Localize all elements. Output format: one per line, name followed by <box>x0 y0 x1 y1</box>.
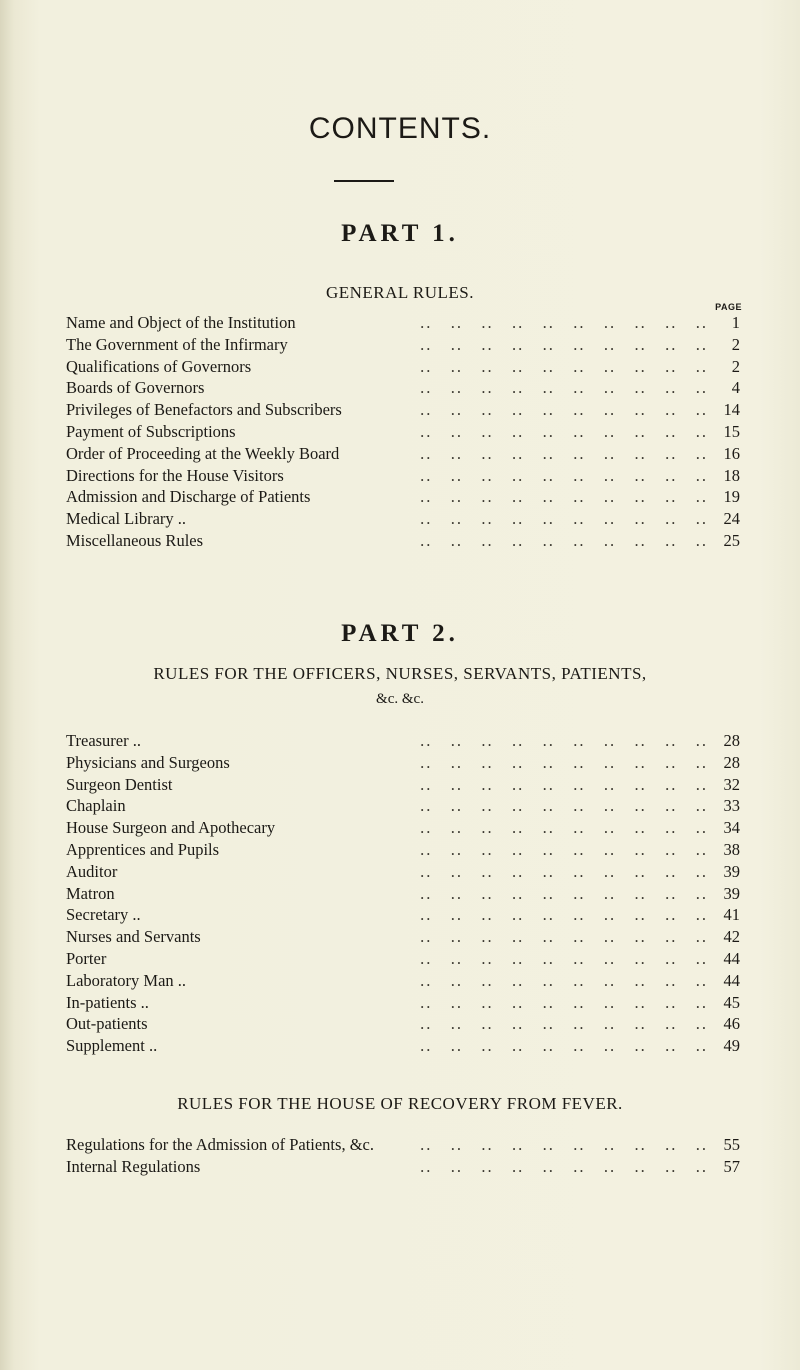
leader-dots <box>186 970 714 992</box>
toc-entry-label: Directions for the House Visitors <box>66 465 284 485</box>
leader-dots <box>115 883 714 905</box>
leader-dots <box>284 465 714 487</box>
leader-dots <box>173 774 715 796</box>
part1-heading: PART 1. <box>341 220 459 247</box>
toc-entry[interactable] <box>66 443 740 465</box>
toc-entry-label: Auditor <box>66 861 118 881</box>
part2-heading: PART 2. <box>341 620 459 647</box>
toc-entry-label: Payment of Subscriptions <box>66 421 236 441</box>
toc-entry[interactable] <box>66 795 740 817</box>
leader-dots <box>204 377 714 399</box>
part2-contents-list <box>66 730 740 1057</box>
toc-entry-page: 41 <box>723 905 740 925</box>
toc-entry[interactable] <box>66 421 740 443</box>
toc-entry-page: 18 <box>723 465 740 485</box>
part1-section-title: GENERAL RULES. <box>325 283 475 302</box>
toc-entry[interactable] <box>66 817 740 839</box>
toc-entry[interactable] <box>66 486 740 508</box>
toc-entry-page: 44 <box>723 948 740 968</box>
toc-entry-label: Apprentices and Pupils <box>66 839 220 859</box>
leader-dots <box>374 1134 714 1156</box>
toc-entry-page: 24 <box>723 509 740 529</box>
toc-entry-page: 28 <box>723 752 740 772</box>
toc-entry[interactable] <box>66 970 740 992</box>
toc-entry-page: 39 <box>723 883 740 903</box>
toc-entry-page: 38 <box>723 839 740 859</box>
toc-entry[interactable] <box>66 752 740 774</box>
toc-entry[interactable] <box>66 465 740 487</box>
toc-entry[interactable] <box>66 883 740 905</box>
toc-entry-page: 32 <box>723 774 740 794</box>
leader-dots <box>339 443 714 465</box>
toc-entry-page: 2 <box>731 356 740 376</box>
part2-section-subtitle: &c. &c. <box>376 691 424 707</box>
leader-dots <box>200 1156 714 1178</box>
toc-entry[interactable] <box>66 992 740 1014</box>
toc-entry-page: 14 <box>723 400 740 420</box>
toc-entry[interactable] <box>66 530 740 552</box>
part1-contents-list <box>66 312 740 552</box>
toc-entry-page: 19 <box>723 487 740 507</box>
toc-entry-label: Physicians and Surgeons <box>66 752 230 772</box>
toc-entry-label: Name and Object of the Institution <box>66 313 296 332</box>
toc-entry[interactable] <box>66 861 740 883</box>
leader-dots <box>201 926 714 948</box>
toc-entry-page: 55 <box>723 1135 740 1154</box>
toc-entry[interactable] <box>66 948 740 970</box>
leader-dots <box>275 817 714 839</box>
toc-entry[interactable] <box>66 377 740 399</box>
toc-entry-label: Chaplain <box>66 796 126 816</box>
toc-entry[interactable] <box>66 839 740 861</box>
title-divider <box>334 180 394 182</box>
toc-entry-page: 16 <box>723 443 740 463</box>
toc-entry-label: House Surgeon and Apothecary <box>66 818 276 838</box>
leader-dots <box>251 356 714 378</box>
toc-entry[interactable] <box>66 926 740 948</box>
toc-entry[interactable] <box>66 1013 740 1035</box>
toc-entry-page: 42 <box>723 927 740 947</box>
toc-entry-page: 57 <box>723 1156 740 1176</box>
page-title: CONTENTS. <box>308 112 492 145</box>
toc-entry-page: 15 <box>723 421 740 441</box>
leader-dots <box>148 1013 714 1035</box>
toc-entry-label: Supplement .. <box>66 1036 158 1056</box>
leader-dots <box>157 1035 714 1057</box>
part2-section-title: RULES FOR THE OFFICERS, NURSES, SERVANTS, PATIENTS, <box>153 664 647 683</box>
toc-entry-page: 33 <box>723 796 740 816</box>
leader-dots <box>203 530 714 552</box>
leader-dots <box>219 839 714 861</box>
toc-entry-label: Matron <box>66 883 115 903</box>
page-column-header: PAGE <box>715 302 742 312</box>
toc-entry-label: Boards of Governors <box>66 378 205 398</box>
toc-entry-label: Out-patients <box>66 1014 148 1034</box>
leader-dots <box>310 486 714 508</box>
toc-entry[interactable] <box>66 508 740 530</box>
toc-entry-label: Porter <box>66 948 107 968</box>
toc-entry-page: 39 <box>723 861 740 881</box>
toc-entry-label: Order of Proceeding at the Weekly Board <box>66 443 340 463</box>
fever-contents-list <box>66 1134 740 1178</box>
toc-entry-label: In-patients .. <box>66 992 149 1012</box>
toc-entry-label: Medical Library .. <box>66 509 187 529</box>
toc-entry-page: 25 <box>723 530 740 550</box>
toc-entry[interactable] <box>66 774 740 796</box>
toc-entry[interactable] <box>66 356 740 378</box>
leader-dots <box>126 795 714 817</box>
toc-entry-label: Privileges of Benefactors and Subscribers <box>66 400 342 420</box>
toc-entry[interactable] <box>66 730 740 752</box>
toc-entry-label: Miscellaneous Rules <box>66 530 204 550</box>
toc-entry[interactable] <box>66 1035 740 1057</box>
leader-dots <box>296 312 714 334</box>
toc-entry-page: 34 <box>723 818 740 838</box>
toc-entry[interactable] <box>66 1156 740 1178</box>
toc-entry-label: Nurses and Servants <box>66 927 201 947</box>
toc-entry-page: 46 <box>723 1014 740 1034</box>
fever-section-title: RULES FOR THE HOUSE OF RECOVERY FROM FEVER. <box>177 1094 623 1113</box>
toc-entry-label: Treasurer .. <box>66 731 141 750</box>
toc-entry-page: 2 <box>731 334 740 354</box>
toc-entry-label: Secretary .. <box>66 905 141 925</box>
toc-entry-label: Qualifications of Governors <box>66 356 252 376</box>
toc-entry-label: Surgeon Dentist <box>66 774 173 794</box>
toc-entry-page: 28 <box>723 731 740 750</box>
toc-entry-page: 1 <box>731 313 740 332</box>
toc-entry[interactable] <box>66 334 740 356</box>
toc-entry-label: Regulations for the Admission of Patients, &c. <box>66 1135 374 1154</box>
leader-dots <box>230 752 714 774</box>
toc-entry-page: 4 <box>731 378 740 398</box>
toc-entry[interactable] <box>66 904 740 926</box>
leader-dots <box>106 948 714 970</box>
toc-entry-label: Laboratory Man .. <box>66 970 187 990</box>
toc-entry-label: Admission and Discharge of Patients <box>66 487 311 507</box>
leader-dots <box>141 730 714 752</box>
toc-entry-label: Internal Regulations <box>66 1156 201 1176</box>
leader-dots <box>236 421 714 443</box>
toc-entry-page: 44 <box>723 970 740 990</box>
leader-dots <box>117 861 714 883</box>
toc-entry-page: 49 <box>723 1036 740 1056</box>
leader-dots <box>149 992 714 1014</box>
toc-entry[interactable] <box>66 399 740 421</box>
leader-dots <box>342 399 714 421</box>
leader-dots <box>288 334 714 356</box>
toc-entry[interactable] <box>66 1134 740 1156</box>
leader-dots <box>186 508 714 530</box>
toc-entry-label: The Government of the Infirmary <box>66 334 288 354</box>
toc-entry-page: 45 <box>723 992 740 1012</box>
leader-dots <box>141 904 714 926</box>
toc-entry[interactable] <box>66 312 740 334</box>
